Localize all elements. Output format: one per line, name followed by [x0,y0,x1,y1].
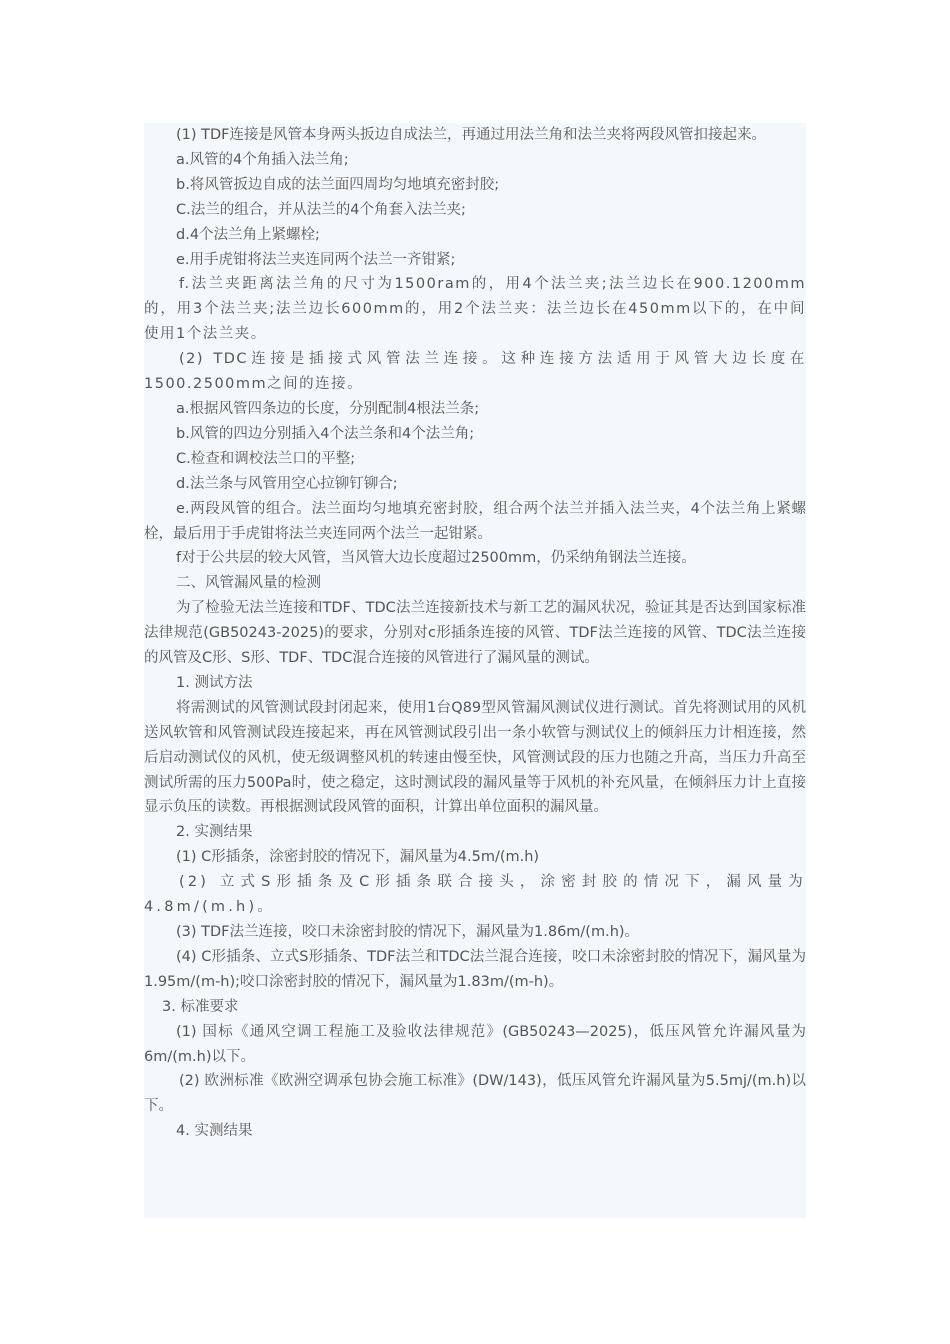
subsection-heading: 3. 标准要求 [162,998,239,1015]
paragraph: (1) 国标《通风空调工程施工及验收法律规范》(GB50243—2025)，低压风管允许漏风量为6m/(m.h)以下。 [144,1023,806,1065]
subsection-heading: 1. 测试方法 [176,674,253,691]
paragraph: b.将风管扳边自成的法兰面四周均匀地填充密封胶; [176,176,500,193]
paragraph: C.法兰的组合，并从法兰的4个角套入法兰夹; [176,201,466,218]
paragraph: a.风管的4个角插入法兰角; [176,151,349,168]
paragraph: (3) TDF法兰连接，咬口未涂密封胶的情况下，漏风量为1.86m/(m.h)。 [176,924,640,940]
document-body [144,123,806,1144]
paragraph: (2) 欧洲标准《欧洲空调承包协会施工标准》(DW/143)，低压风管允许漏风量为5.5mj/(m.h)以下。 [144,1073,806,1115]
subsection-heading: 2. 实测结果 [176,824,253,841]
paragraph: e.两段风管的组合。法兰面均匀地填充密封胶，组合两个法兰并插入法兰夹，4个法兰角上紧螺栓，最后用于手虎钳将法兰夹连同两个法兰一起钳紧。 [144,500,806,542]
paragraph: f.法兰夹距离法兰角的尺寸为1500ram的，用4个法兰夹;法兰边长在900.1200mm的，用3个法兰夹;法兰边长600mm的，用2个法兰夹：法兰边长在450mm以下的，在中间使用1个法兰夹。 [144,276,806,343]
paragraph: f对于公共层的较大风管，当风管大边长度超过2500mm，仍采纳角钢法兰连接。 [176,550,696,567]
paragraph: (1) TDF连接是风管本身两头扳边自成法兰，再通过用法兰角和法兰夹将两段风管扣接起来。 [176,127,767,143]
paragraph: b.风管的四边分别插入4个法兰条和4个法兰角; [176,425,475,442]
subsection-heading: 4. 实测结果 [176,1123,253,1140]
paragraph: (2) 立式S形插条及C形插条联合接头，涂密封胶的情况下，漏风量为4.8m/(m.h)。 [144,874,806,916]
paragraph: a.根据风管四条边的长度，分别配制4根法兰条; [176,400,480,417]
paragraph: (4) C形插条、立式S形插条、TDF法兰和TDC法兰混合连接，咬口未涂密封胶的情况下，漏风量为1.95m/(m-h);咬口涂密封胶的情况下，漏风量为1.83m/(m-h)。 [144,948,806,990]
paragraph: (2) TDC连接是插接式风管法兰连接。这种连接方法适用于风管大边长度在1500.2500mm之间的连接。 [144,351,806,393]
section-heading: 二、风管漏风量的检测 [176,575,321,592]
paragraph: d.4个法兰角上紧螺栓; [176,226,320,243]
paragraph: d.法兰条与风管用空心拉铆钉铆合; [176,475,398,492]
paragraph: e.用手虎钳将法兰夹连同两个法兰一齐钳紧; [176,251,456,268]
paragraph: 为了检验无法兰连接和TDF、TDC法兰连接新技术与新工艺的漏风状况，验证其是否达到国家标准法律规范(GB50243-2025)的要求，分别对c形插条连接的风管、TDF法兰连接的风管、TDC法兰连接的风管及C形、S形、TDF、TDC混合连接的风管进行了漏风量的测试。 [144,600,806,667]
paragraph: C.检查和调校法兰口的平整; [176,450,356,467]
paragraph: (1) C形插条，涂密封胶的情况下，漏风量为4.5m/(m.h) [176,849,540,866]
paragraph: 将需测试的风管测试段封闭起来，使用1台Q89型风管漏风测试仪进行测试。首先将测试用的风机送风软管和风管测试段连接起来，再在风管测试段引出一条小软管与测试仪上的倾斜压力计相连接，然后启动测试仪的风机，使无级调整风机的转速由慢至快，风管测试段的压力也随之升高，当压力升高至测试所需的压力500Pa时，使之稳定，这时测试段的漏风量等于风机的补充风量，在倾斜压力计上直接显示负压的读数。再根据测试段风管的面积，计算出单位面积的漏风量。 [144,699,806,816]
